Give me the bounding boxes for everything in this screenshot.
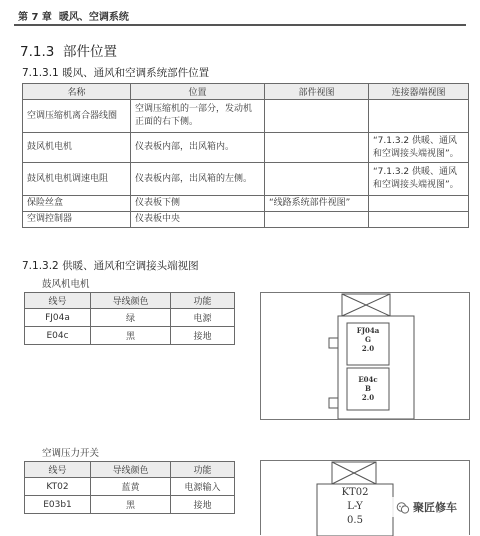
cell-name: 空调控制器 xyxy=(23,212,131,228)
table-row xyxy=(23,212,469,228)
blower-top-label xyxy=(347,326,389,353)
watermark xyxy=(392,497,461,517)
size-label: 0.5 xyxy=(347,515,363,526)
cell-color: 蓝黄 xyxy=(91,478,171,496)
cell-part-view xyxy=(265,100,369,133)
cell-part-view xyxy=(265,163,369,196)
cell-color: 黑 xyxy=(91,496,171,514)
column-header: 导线颜色 xyxy=(91,462,171,478)
cell-color: 绿 xyxy=(91,309,171,327)
cell-conn-view: “7.1.3.2 供暖、通风和空调接头端视图”。 xyxy=(369,163,469,196)
chapter-header xyxy=(18,8,129,23)
cell-conn-view xyxy=(369,100,469,133)
size-label: 2.0 xyxy=(361,344,375,353)
blower-wire-table xyxy=(24,292,235,345)
cell-part-view xyxy=(265,212,369,228)
subsection-1-number: 7.1.3.1 xyxy=(22,67,59,79)
cell-position: 空调压缩机的一部分，发动机正面的右下侧。 xyxy=(131,100,265,133)
size-label: 2.0 xyxy=(361,393,375,402)
cell-conn-view xyxy=(369,212,469,228)
color-label: L-Y xyxy=(347,501,363,512)
cell-wire: FJ04a xyxy=(25,309,91,327)
cell-function: 电源输入 xyxy=(171,478,235,496)
color-label: B xyxy=(365,384,371,393)
cell-function: 接地 xyxy=(171,327,235,345)
column-header: 位置 xyxy=(131,84,265,100)
subsection-2-label: 供暖、通风和空调接头端视图 xyxy=(62,260,199,272)
pressure-wire-table xyxy=(24,461,235,514)
cell-name: 空调压缩机离合器线圈 xyxy=(23,100,131,133)
table-row xyxy=(23,196,469,212)
table-header-row xyxy=(25,462,235,478)
cell-wire: E04c xyxy=(25,327,91,345)
subsection-2-title xyxy=(22,258,199,273)
cell-function: 接地 xyxy=(171,496,235,514)
table-row xyxy=(23,100,469,133)
section-title xyxy=(20,40,117,60)
column-header: 导线颜色 xyxy=(91,293,171,309)
section-number: 7.1.3 xyxy=(20,44,55,60)
cell-name: 鼓风机电机调速电阻 xyxy=(23,163,131,196)
chapter-number: 第 7 章 xyxy=(18,12,52,23)
section-label: 部件位置 xyxy=(62,44,117,60)
wire-label: FJ04a xyxy=(356,326,380,335)
chapter-title: 暖风、空调系统 xyxy=(58,12,129,23)
blower-caption: 鼓风机电机 xyxy=(42,279,90,290)
pressure-caption: 空调压力开关 xyxy=(42,448,100,459)
column-header: 功能 xyxy=(171,462,235,478)
cell-position: 仪表板内部，出风箱的左侧。 xyxy=(131,163,265,196)
cell-position: 仪表板中央 xyxy=(131,212,265,228)
table-row xyxy=(25,327,235,345)
cell-name: 保险丝盒 xyxy=(23,196,131,212)
column-header: 功能 xyxy=(171,293,235,309)
table-row xyxy=(25,496,235,514)
column-header: 部件视图 xyxy=(265,84,369,100)
watermark-text: 聚匠修车 xyxy=(413,501,457,514)
table-header-row xyxy=(25,293,235,309)
subsection-1-label: 暖风、通风和空调系统部件位置 xyxy=(62,67,210,79)
column-header: 线号 xyxy=(25,293,91,309)
blower-connector-diagram xyxy=(260,292,470,420)
wechat-icon xyxy=(396,500,410,514)
cell-color: 黑 xyxy=(91,327,171,345)
header-divider xyxy=(14,24,466,26)
column-header: 连接器端视图 xyxy=(369,84,469,100)
cell-position: 仪表板内部，出风箱内。 xyxy=(131,133,265,163)
wire-label: E04c xyxy=(358,375,378,384)
cell-conn-view xyxy=(369,196,469,212)
cell-wire: KT02 xyxy=(25,478,91,496)
table-row xyxy=(25,309,235,327)
table-row xyxy=(23,163,469,196)
table-header-row xyxy=(23,84,469,100)
cell-conn-view: “7.1.3.2 供暖、通风和空调接头端视图”。 xyxy=(369,133,469,163)
column-header: 名称 xyxy=(23,84,131,100)
color-label: G xyxy=(365,335,371,344)
cell-position: 仪表板下侧 xyxy=(131,196,265,212)
column-header: 线号 xyxy=(25,462,91,478)
cell-wire: E03b1 xyxy=(25,496,91,514)
cell-part-view: “线路系统部件视图” xyxy=(265,196,369,212)
component-location-table xyxy=(22,83,469,228)
cell-function: 电源 xyxy=(171,309,235,327)
subsection-2-number: 7.1.3.2 xyxy=(22,260,59,272)
cell-name: 鼓风机电机 xyxy=(23,133,131,163)
blower-bottom-label xyxy=(347,375,389,402)
table-row xyxy=(23,133,469,163)
table-row xyxy=(25,478,235,496)
pressure-diagram-label xyxy=(317,486,393,528)
wire-label: KT02 xyxy=(341,487,369,498)
cell-part-view xyxy=(265,133,369,163)
subsection-1-title xyxy=(22,65,209,80)
